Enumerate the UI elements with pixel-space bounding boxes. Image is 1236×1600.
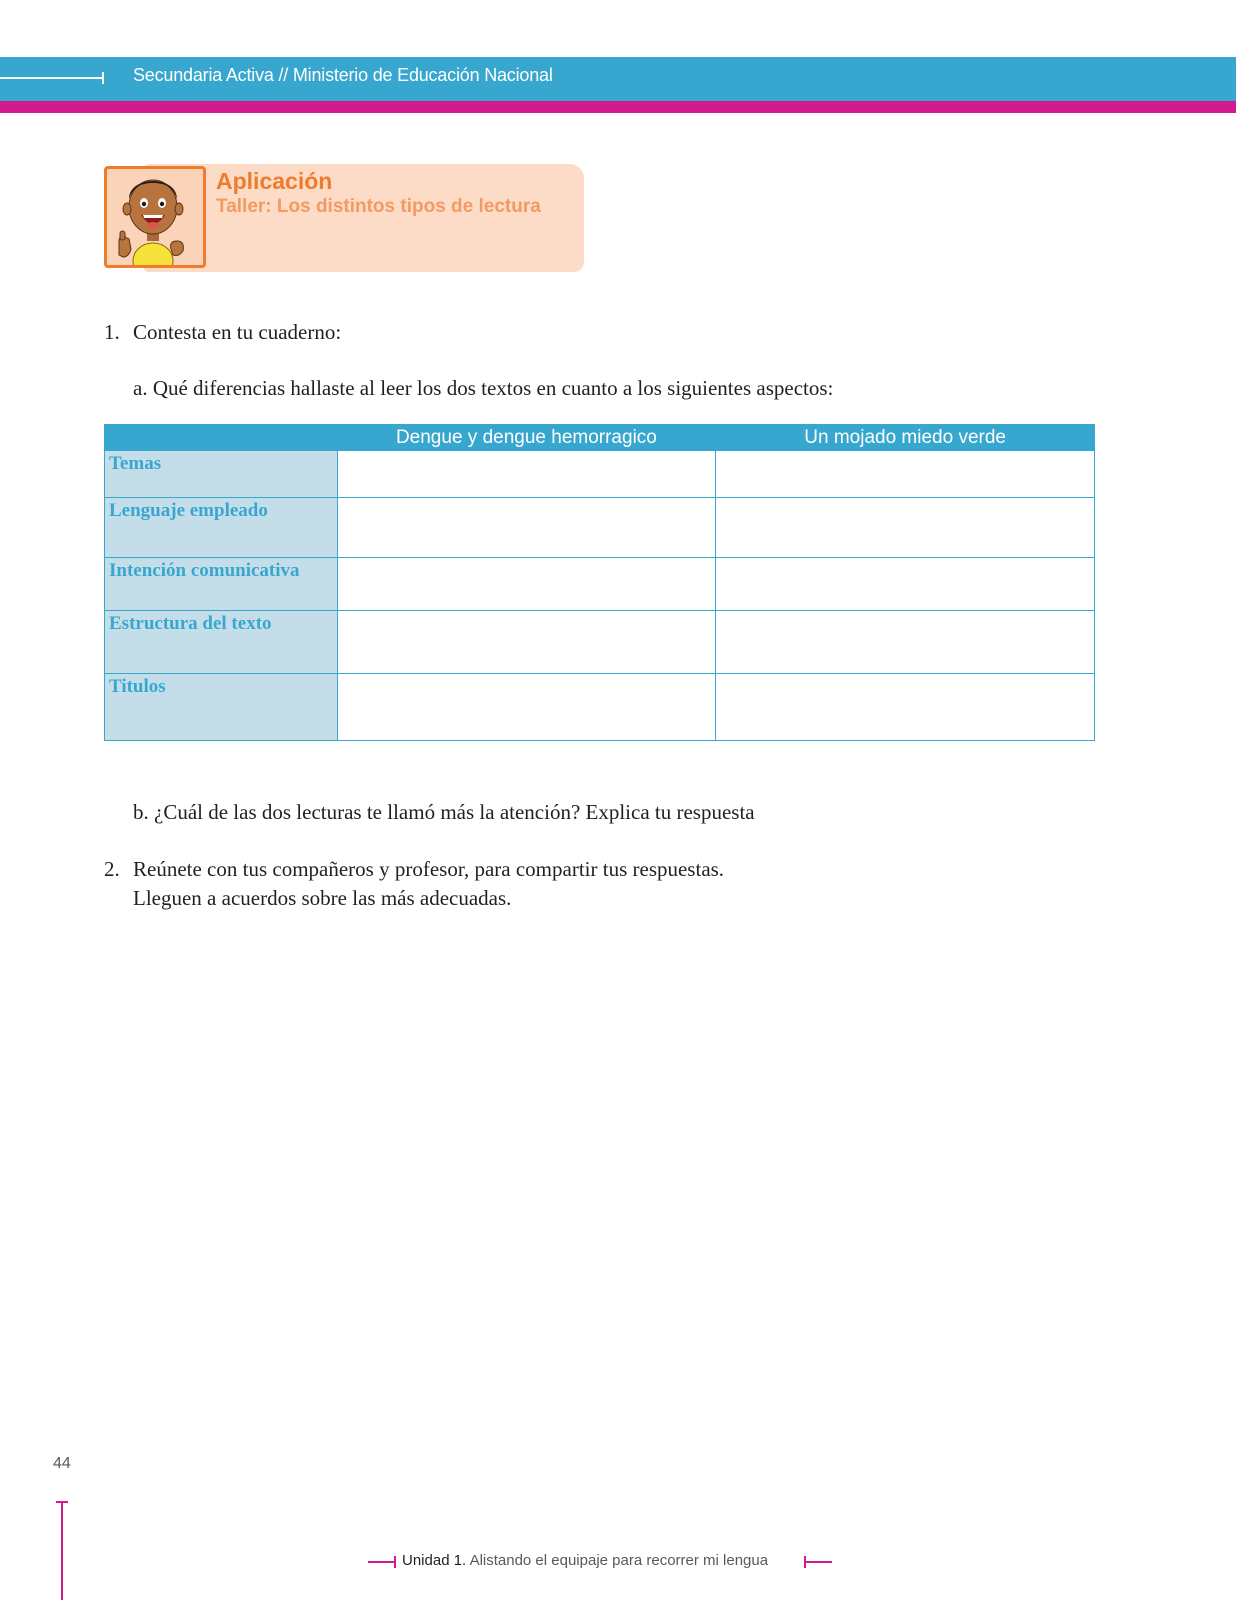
row-label-estructura: Estructura del texto [105, 611, 338, 674]
table-header-col-2: Un mojado miedo verde [716, 425, 1095, 451]
question-2 [104, 855, 724, 913]
table-cell [337, 558, 716, 611]
table-cell [716, 674, 1095, 741]
row-label-temas: Temas [105, 451, 338, 498]
table-header-col-1: Dengue y dengue hemorragico [337, 425, 716, 451]
table-cell [716, 558, 1095, 611]
section-title: Aplicación [216, 168, 333, 194]
question-1b: b. ¿Cuál de las dos lecturas te llamó más la atención? Explica tu respuesta [133, 800, 755, 824]
row-label-intencion: Intención comunicativa [105, 558, 338, 611]
banner-background [144, 164, 584, 272]
footer-rule-right [805, 1561, 832, 1563]
table-cell [337, 498, 716, 558]
section-subtitle: Taller: Los distintos tipos de lectura [216, 196, 541, 217]
header-rule [0, 77, 104, 79]
section-banner [104, 160, 594, 276]
row-label-titulos: Titulos [105, 674, 338, 741]
header-accent-stripe [0, 101, 1236, 113]
table-cell [337, 451, 716, 498]
footer-tick-left [394, 1556, 396, 1568]
footer-rule-left [368, 1561, 395, 1563]
footer-unit [368, 1551, 832, 1575]
table-row [105, 498, 1095, 558]
header-rule-tick [102, 72, 104, 84]
footer-text [402, 1552, 768, 1569]
question-1a: a. Qué diferencias hallaste al leer los dos textos en cuanto a los siguientes aspectos: [133, 376, 834, 400]
table-row [105, 611, 1095, 674]
question-1-number: 1. [104, 320, 120, 344]
footer-unit-label: Unidad 1. [402, 1552, 467, 1569]
table-cell [716, 611, 1095, 674]
question-2-number: 2. [104, 857, 120, 881]
table-cell [716, 451, 1095, 498]
table-cell [337, 611, 716, 674]
question-1 [104, 318, 341, 347]
question-2-line-1: Reúnete con tus compañeros y profesor, para compartir tus respuestas. [133, 857, 725, 881]
table-row [105, 558, 1095, 611]
page-number: 44 [53, 1455, 71, 1472]
footer-unit-title: Alistando el equipaje para recorrer mi lengua [469, 1552, 769, 1569]
table-header-corner [105, 425, 338, 451]
row-label-lenguaje: Lenguaje empleado [105, 498, 338, 558]
side-rule [61, 1502, 63, 1600]
table-header-row [105, 425, 1095, 451]
question-2-line-2: Lleguen a acuerdos sobre las más adecuadas. [133, 886, 512, 910]
header-title: Secundaria Activa // Ministerio de Educación Nacional [133, 65, 553, 85]
table-cell [337, 674, 716, 741]
child-thumbs-up-icon [104, 166, 206, 268]
table-cell [716, 498, 1095, 558]
table-row [105, 451, 1095, 498]
question-1-text: Contesta en tu cuaderno: [133, 320, 342, 344]
table-row [105, 674, 1095, 741]
comparison-table [104, 424, 1095, 741]
